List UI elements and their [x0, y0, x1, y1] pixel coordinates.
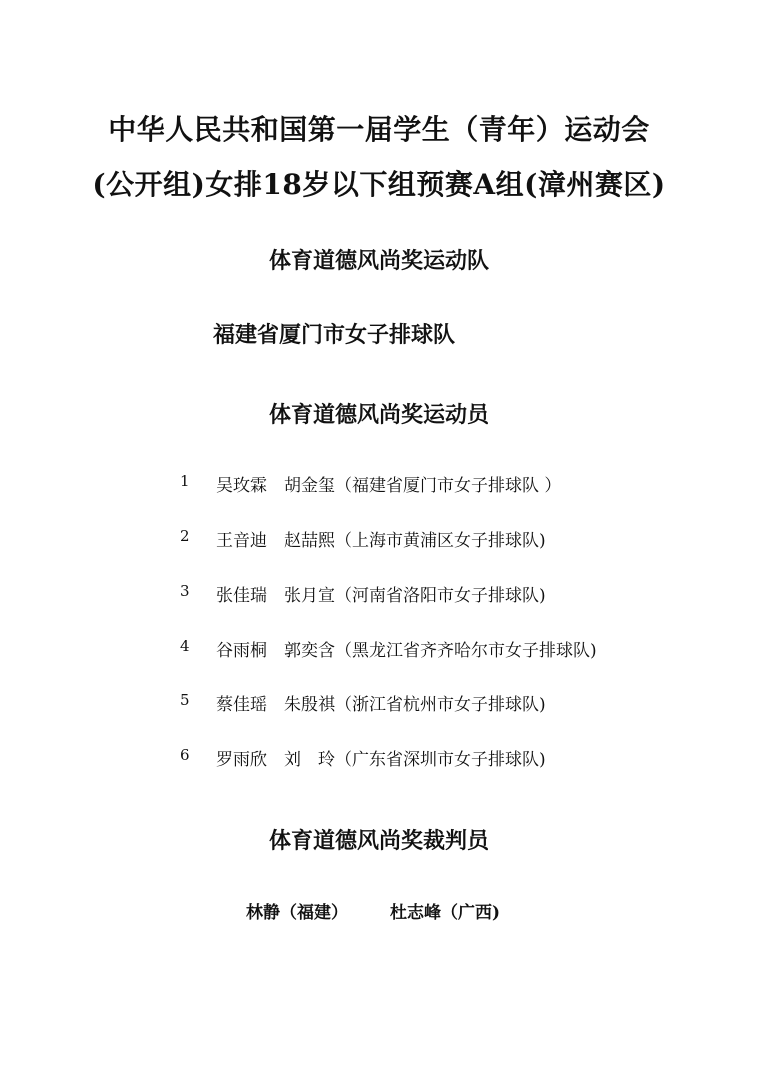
- row-text: 蔡佳瑶 朱殷祺（浙江省杭州市女子排球队): [216, 695, 546, 715]
- team-award-team: 福建省厦门市女子排球队: [213, 322, 456, 348]
- row-text: 谷雨桐 郭奕含（黑龙江省齐齐哈尔市女子排球队): [216, 641, 597, 661]
- row-text: 罗雨欣 刘 玲（广东省深圳市女子排球队): [216, 750, 546, 770]
- title-line-2: (公开组)女排18岁以下组预赛A组(漳州赛区): [92, 168, 666, 201]
- team-award-heading: 体育道德风尚奖运动队: [268, 248, 489, 274]
- title-line-1: 中华人民共和国第一届学生（青年）运动会: [108, 113, 650, 146]
- referee-name: 杜志峰（广西): [390, 903, 501, 923]
- row-text: 王音迪 赵喆熙（上海市黄浦区女子排球队): [216, 531, 546, 551]
- row-text: 张佳瑞 张月宣（河南省洛阳市女子排球队): [216, 586, 546, 606]
- athlete-award-heading: 体育道德风尚奖运动员: [268, 402, 489, 428]
- row-number: 5: [180, 691, 190, 709]
- row-text: 吴玫霖 胡金玺（福建省厦门市女子排球队 ）: [216, 476, 562, 496]
- row-number: 6: [180, 746, 190, 764]
- row-number: 2: [180, 527, 190, 545]
- row-number: 1: [180, 472, 190, 490]
- row-number: 4: [180, 637, 190, 655]
- row-number: 3: [180, 582, 190, 600]
- referee-name: 林静（福建）: [246, 903, 348, 923]
- referee-award-heading: 体育道德风尚奖裁判员: [268, 828, 489, 854]
